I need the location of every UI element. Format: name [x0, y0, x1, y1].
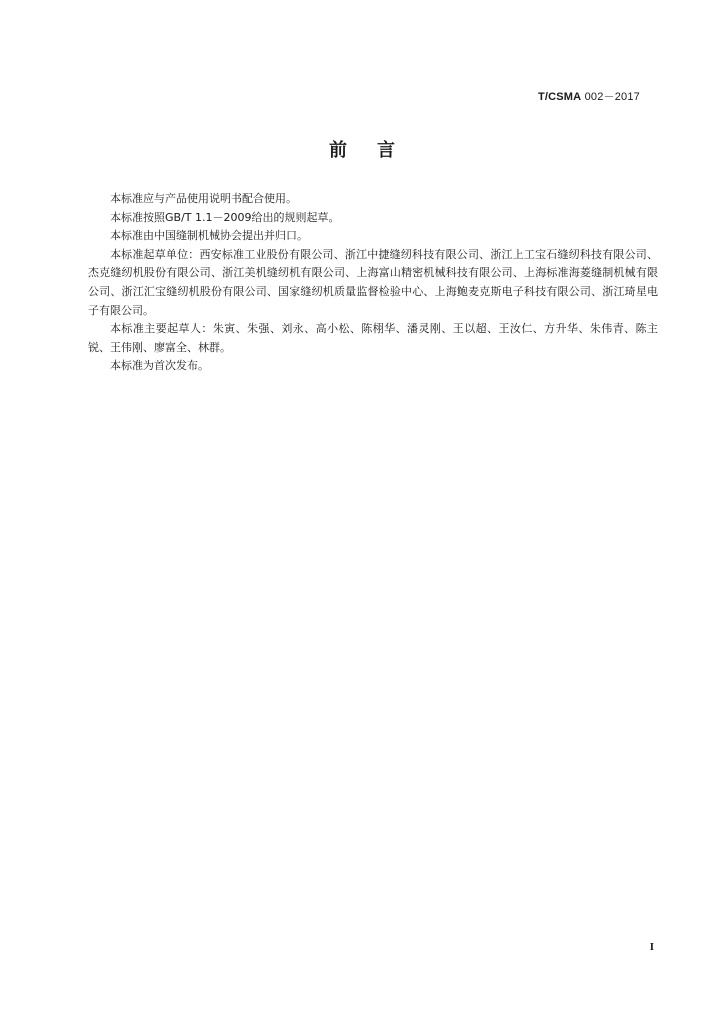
standard-code-number: 002－2017 [581, 91, 640, 103]
page-number: I [649, 941, 654, 953]
paragraph-proposer: 本标准由中国缝制机械协会提出并归口。 [110, 229, 308, 243]
paragraph-drafting-rules: 本标准按照GB/T 1.1－2009给出的规则起草。 [110, 210, 340, 224]
paragraph-usage: 本标准应与产品使用说明书配合使用。 [110, 192, 297, 205]
paragraph-first-release: 本标准为首次发布。 [110, 359, 209, 373]
paragraph-drafting-units: 本标准起草单位：西安标准工业股份有限公司、浙江中捷缝纫科技有限公司、浙江上工宝石缝纫科技有限公司、杰克缝纫机股份有限公司、浙江美机缝纫机有限公司、上海富山精密机械科技有限公司、上海标准海菱缝制机械有限公司、浙江汇宝缝纫机股份有限公司、国家缝纫机质量监督检验中心、上海鲍麦克斯电子科技有限公司、浙江琦星电子有限公司。 [88, 247, 658, 317]
page-title: 前言 [329, 140, 425, 161]
standard-code-prefix: T/CSMA [537, 91, 582, 103]
foreword-body [88, 190, 658, 376]
standard-code [538, 88, 640, 104]
paragraph-main-drafters: 本标准主要起草人：朱寅、朱强、刘永、高小松、陈栩华、潘灵刚、王以超、王汝仁、方升华、朱伟青、陈主锐、王伟刚、廖富全、林群。 [88, 322, 658, 354]
